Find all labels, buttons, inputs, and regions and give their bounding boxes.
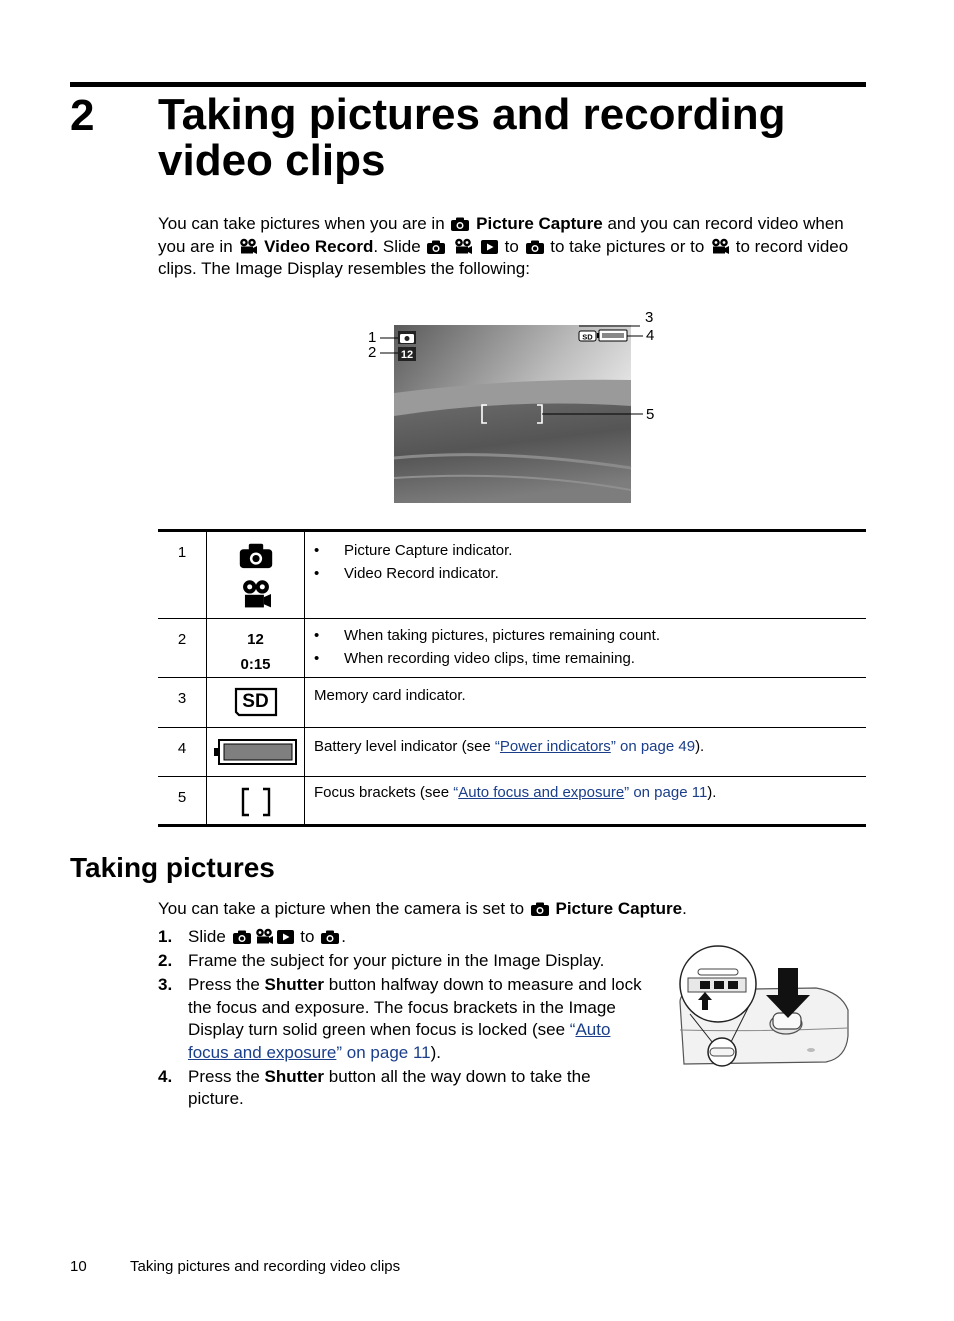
section-paragraph [158, 898, 858, 920]
step-text: Press the [188, 975, 260, 994]
intro-text-4: to [504, 236, 519, 256]
image-display-figure [360, 308, 670, 508]
step-text: to [300, 927, 315, 946]
link-text: Power indicators [499, 738, 611, 755]
running-footer: Taking pictures and recording video clips [130, 1258, 401, 1275]
step-text: ). [430, 1042, 441, 1062]
para-text: . [682, 899, 687, 918]
para-text: You can take a picture when the camera is set to [158, 899, 525, 918]
shots-remaining-text: 12 [247, 631, 264, 648]
icon-cell [207, 678, 305, 728]
callout-3: 3 [645, 309, 654, 326]
step-number: 3. [158, 975, 173, 994]
camera-shutter-illustration [676, 940, 854, 1072]
description-cell [305, 619, 867, 678]
power-indicators-link[interactable] [495, 738, 695, 755]
picture-capture-label: Picture Capture [476, 214, 603, 233]
table-row [158, 728, 866, 777]
icon-cell [207, 531, 305, 619]
step-text: button all the way down to take the picture. [188, 1066, 591, 1108]
video-icon [240, 579, 272, 609]
link-quote: “ [453, 784, 459, 801]
table-row [158, 678, 866, 728]
focus-brackets-icon [241, 786, 271, 818]
step-number: 2. [158, 951, 173, 970]
intro-text-2: and you can record video when you are in [158, 214, 844, 256]
list-item: • Video Record indicator. [314, 563, 866, 586]
auto-focus-link[interactable] [453, 784, 707, 801]
camera-icon [530, 901, 550, 917]
battery-icon [214, 738, 298, 766]
description-cell: Memory card indicator. [305, 678, 867, 728]
steps-list [158, 926, 648, 1112]
step-number: 4. [158, 1066, 173, 1086]
camera-icon [320, 929, 340, 945]
description-text: ). [695, 738, 705, 755]
shots-remaining-overlay: 12 [400, 349, 414, 361]
link-quote: “ [569, 1020, 576, 1039]
video-icon [238, 238, 258, 255]
row-number: 2 [158, 619, 207, 678]
list-item: • When recording video clips, time remaining. [314, 648, 866, 671]
intro-paragraph [158, 213, 870, 281]
description-cell [305, 777, 867, 826]
camera-icon [426, 239, 446, 255]
callout-5: 5 [646, 406, 655, 423]
camera-icon [238, 542, 274, 569]
description-text: Battery level indicator (see [314, 738, 495, 755]
step-number: 1. [158, 927, 173, 946]
playback-icon [276, 929, 295, 945]
step-text: . [341, 927, 346, 946]
video-icon [453, 238, 473, 255]
description-text: ). [707, 784, 717, 801]
time-remaining-text: 0:15 [240, 656, 271, 673]
shutter-label: Shutter [264, 1066, 325, 1086]
description-cell [305, 531, 867, 619]
camera-icon [450, 216, 470, 232]
callout-1: 1 [368, 329, 377, 346]
chapter-number: 2 [70, 91, 95, 140]
playback-icon [480, 239, 499, 255]
video-icon [710, 238, 730, 255]
intro-text-6: to record video clips. The Image Display resembles the following: [158, 236, 849, 278]
intro-text-5: to take pictures or to [550, 236, 705, 256]
chapter-rule [70, 82, 866, 87]
icon-cell [207, 777, 305, 826]
table-row [158, 531, 866, 619]
intro-text-1: You can take pictures when you are in [158, 214, 445, 233]
shutter-label: Shutter [264, 975, 325, 994]
image-display-illustration [360, 308, 670, 508]
chapter-title: Taking pictures and recording video clips [158, 90, 786, 185]
callout-4: 4 [646, 327, 655, 344]
row-number: 4 [158, 728, 207, 777]
section-title: Taking pictures [70, 852, 275, 883]
link-page-ref: ” on page 11 [624, 784, 708, 801]
icon-cell [207, 728, 305, 777]
list-item [158, 950, 648, 973]
page-number: 10 [70, 1258, 87, 1275]
picture-capture-label: Picture Capture [555, 899, 683, 918]
list-item [158, 974, 648, 1064]
link-quote: “ [494, 738, 500, 755]
list-item [158, 926, 648, 949]
list-item: • When taking pictures, pictures remaining count. [314, 625, 866, 648]
row-number: 1 [158, 531, 207, 619]
step-text: button halfway down to measure and lock the focus and exposure. The focus brackets in the Image Display turn solid green when focus is locked (see [188, 975, 642, 1039]
link-page-ref: ” on page 11 [336, 1042, 431, 1062]
callout-2: 2 [368, 344, 377, 361]
step-text: Frame the subject for your picture in the Image Display. [188, 951, 605, 970]
list-item: • Picture Capture indicator. [314, 540, 866, 563]
icon-cell [207, 619, 305, 678]
indicator-table [158, 529, 866, 827]
camera-icon [525, 239, 545, 255]
link-text: Auto focus and exposure [188, 1020, 611, 1062]
step-text: Press the [188, 1066, 260, 1086]
camera-icon [232, 929, 252, 945]
link-page-ref: ” on page 49 [610, 738, 696, 755]
video-icon [254, 928, 274, 945]
description-text: Focus brackets (see [314, 784, 454, 801]
intro-text-3: . Slide [373, 236, 421, 256]
video-record-label: Video Record [264, 236, 374, 256]
table-row [158, 777, 866, 826]
step-text: Slide [188, 927, 226, 946]
sd-card-label: SD [242, 691, 269, 712]
list-item [158, 1066, 648, 1111]
row-number: 5 [177, 789, 187, 806]
row-number: 3 [158, 678, 207, 728]
sd-overlay: SD [582, 332, 593, 342]
table-row [158, 619, 866, 678]
link-text: Auto focus and exposure [458, 784, 625, 801]
description-cell [305, 728, 867, 777]
